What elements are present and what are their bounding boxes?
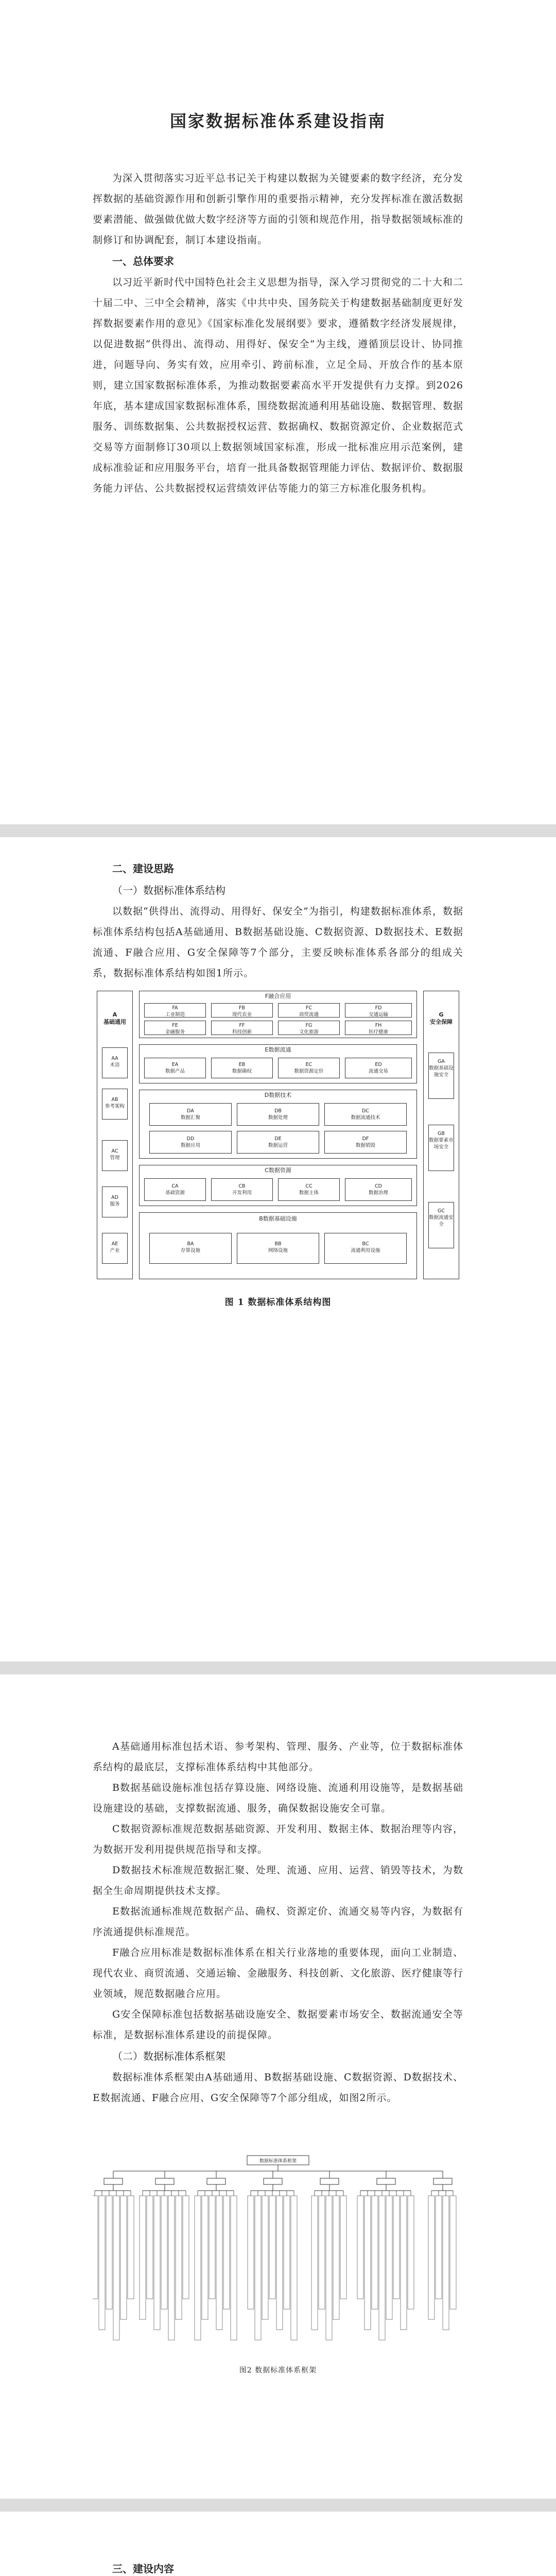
fig2-leaf-box: [147, 2196, 153, 2299]
fig2-leaf-box: [386, 2196, 392, 2319]
block-ga: GA 数据基础设施安全: [428, 1053, 454, 1099]
block-ac: AC 管理: [102, 1140, 128, 1171]
fig2-leaf-box: [248, 2196, 254, 2309]
fig2-leaf-box: [311, 2196, 318, 2330]
fig2-leaf-box: [319, 2196, 325, 2309]
block-fg: FG 文化旅游: [278, 1021, 340, 1035]
fig2-leaf-box: [168, 2196, 175, 2340]
fig2-leaf-box: [202, 2196, 208, 2319]
block-aa: AA 术语: [102, 1047, 128, 1078]
fig2-leaf-box: [428, 2196, 435, 2319]
fig2-leaf-box: [99, 2196, 105, 2330]
block-ec: EC 数据资源定价: [278, 1058, 340, 1078]
page-3: [0, 1674, 556, 2499]
page-3-content: [93, 1736, 463, 2375]
page-1-content: [93, 108, 463, 499]
fig2-leaf-box: [393, 2196, 399, 2299]
fig2-leaf-box: [408, 2196, 414, 2309]
fig2-branch-box: [320, 2178, 339, 2184]
fig2-leaf-box: [436, 2196, 442, 2299]
section-1-paragraph: 以习近平新时代中国特色社会主义思想为指导，深入学习贯彻党的二十大和二十届二中、三中全会精神，落实《中共中央、国务院关于构建数据基础制度更好发挥数据要素作用的意见》《国家标准化发展纲要》要求，遵循数字经济发展规律，以促进数据“供得出、流得动、用得好、保安全”为主线，遵循顶层设计、协同推进，问题导向、务实有效，应用牵引、跨前标准，立足全局、开放合作的基本原则，建立国家数据标准体系，为推动数据要素高水平开发提供有力支撑。到2026年底，基本建成国家数据标准体系，围绕数据流通利用基础设施、数据管理、数据服务、训练数据集、公共数据授权运营、数据确权、数据资源定价、企业数据范式交易等方面制修订30项以上数据领域国家标准，形成一批标准应用示范案例，建成标准验证和应用服务平台，培育一批具备数据管理能力评估、数据评价、数据服务能力评估、公共数据授权运营绩效评估等能力的第三方标准化服务机构。: [93, 277, 464, 494]
fig2-leaf-box: [284, 2196, 290, 2309]
block-de: DE 数据运营: [237, 1131, 319, 1154]
fig2-leaf-box: [140, 2196, 146, 2319]
block-f-title: F融合应用: [265, 993, 291, 999]
block-dd: DD 数据应用: [149, 1131, 232, 1154]
section-2-paragraph-8: G安全保障标准包括数据基础设施安全、数据要素市场安全、数据流通安全等标准，是数据标准体系建设的前提保障。: [93, 2009, 463, 2041]
block-gb: GB 数据要素市场安全: [428, 1125, 454, 1171]
block-fe: FE 金融服务: [144, 1021, 206, 1035]
fig2-leaf-box: [176, 2196, 182, 2319]
fig2-leaf-box: [364, 2196, 371, 2330]
figure-1-caption: 图 1 数据标准体系结构图: [224, 1297, 332, 1308]
block-fd: FD 交通运输: [345, 1003, 412, 1018]
fig2-leaf-box: [357, 2196, 363, 2299]
fig2-leaf-box: [183, 2196, 189, 2299]
block-b-title: B数据基础设施: [259, 1215, 297, 1222]
block-g-label: G 安全保障: [430, 1011, 453, 1025]
section-2-paragraph-1: 以数据“供得出、流得动、用得好、保安全”为指引，构建数据标准体系，数据标准体系结构包括A基础通用、B数据基础设施、C数据资源、D数据技术、E数据流通、F融合应用、G安全保障等7个部分，主要反映标准体系各部分的组成关系，数据标准体系结构如图1所示。: [93, 906, 463, 979]
section-1-heading: 一、总体要求: [112, 255, 174, 267]
fig2-leaf-box: [291, 2196, 297, 2340]
block-dc: DC 数据流通技术: [324, 1103, 407, 1126]
fig2-branch-box: [155, 2178, 174, 2184]
block-cc: CC 数据主体: [278, 1178, 340, 1201]
page-2-content: [93, 858, 463, 1308]
fig2-leaf-box: [231, 2196, 237, 2340]
fig2-leaf-box: [276, 2196, 283, 2330]
section-2-paragraph-7: F融合应用标准是数据标准体系在相关行业落地的重要体现，面向工业制造、现代农业、商贸流通、交通运输、金融服务、科技创新、文化旅游、医疗健康等行业领域，规范数据融合应用。: [93, 1947, 464, 1999]
fig2-leaf-box: [216, 2196, 222, 2330]
page-2: [0, 837, 556, 1662]
block-d-title: D数据技术: [264, 1092, 292, 1098]
fig2-leaf-box: [195, 2196, 201, 2340]
block-e-title: E数据流通: [265, 1046, 291, 1053]
page-1: [0, 0, 556, 824]
block-ed: ED 流通交易: [345, 1058, 412, 1078]
block-a-label: A 基础通用: [103, 1011, 126, 1025]
fig2-branch-box: [433, 2178, 452, 2184]
framework-tree-diagram: [93, 2155, 463, 2361]
block-ca: CA 基础资源: [144, 1178, 206, 1201]
block-bb: BB 网络设施: [237, 1233, 319, 1264]
figure-1-structure: [93, 991, 463, 1290]
section-2-paragraph-3: B数据基础设施标准包括存算设施、网络设施、流通利用设施等，是数据基础设施建设的基础，支撑数据流通、服务，确保数据设施安全可靠。: [93, 1782, 463, 1814]
block-fa: FA 工业制造: [144, 1003, 206, 1018]
fig2-branch-box: [377, 2178, 395, 2184]
fig2-leaf-box: [209, 2196, 215, 2299]
fig2-leaf-box: [326, 2196, 332, 2340]
block-eb: EB 数据确权: [211, 1058, 273, 1078]
fig2-root-label: 数据标准体系框架: [259, 2159, 297, 2164]
block-da: DA 数据汇聚: [149, 1103, 232, 1126]
fig2-leaf-box: [255, 2196, 261, 2340]
block-ea: EA 数据产品: [144, 1058, 206, 1078]
block-gc: GC 数据流通安全: [428, 1202, 454, 1248]
document-title: 国家数据标准体系建设指南: [169, 111, 386, 131]
fig2-leaf-box: [340, 2196, 346, 2299]
page-4-content: [93, 2558, 463, 2576]
block-ba: BA 存算设施: [149, 1233, 232, 1264]
fig2-leaf-box: [93, 2196, 98, 2299]
fig2-leaf-box: [120, 2196, 127, 2319]
fig2-leaf-box: [223, 2196, 230, 2309]
section-2-paragraph-4: C数据资源标准规范数据基础资源、开发利用、数据主体、数据治理等内容，为数据开发利用提供规范指导和支撑。: [93, 1823, 463, 1855]
fig2-leaf-box: [106, 2196, 112, 2309]
section-3-heading: 三、建设内容: [112, 2563, 174, 2575]
fig2-leaf-box: [262, 2196, 268, 2319]
block-db: DB 数据处理: [237, 1103, 319, 1126]
section-2-paragraph-9: 数据标准体系框架由A基础通用、B数据基础设施、C数据资源、D数据技术、E数据流通、F融合应用、G安全保障等7个部分组成，如图2所示。: [93, 2072, 463, 2104]
figure-2-caption: 图2 数据标准体系框架: [239, 2366, 317, 2375]
fig2-leaf-box: [154, 2196, 160, 2330]
fig2-branch-box: [264, 2178, 282, 2184]
block-ad: AD 服务: [102, 1187, 128, 1217]
fig2-branch-box: [207, 2178, 225, 2184]
page-4: [0, 2512, 556, 2576]
section-2-paragraph-2: A基础通用标准包括术语、参考架构、管理、服务、产业等，位于数据标准体系结构的最底层，支撑标准体系结构中其他部分。: [93, 1741, 463, 1773]
fig2-leaf-box: [333, 2196, 339, 2319]
block-ff: FF 科技创新: [211, 1021, 273, 1035]
fig2-leaf-box: [443, 2196, 449, 2330]
section-2-paragraph-5: D数据技术标准规范数据汇聚、处理、流通、应用、运营、销毁等技术，为数据全生命周期提供技术支撑。: [93, 1865, 463, 1896]
section-2-sub-1: （一）数据标准体系结构: [112, 884, 225, 896]
fig2-leaf-box: [450, 2196, 456, 2309]
fig2-leaf-box: [161, 2196, 167, 2309]
section-2-sub-2: （二）数据标准体系框架: [112, 2050, 225, 2062]
section-2-heading: 二、建设思路: [112, 862, 174, 875]
block-fc: FC 商贸流通: [278, 1003, 340, 1018]
block-cd: CD 数据治理: [345, 1178, 412, 1201]
fig2-branch-box: [104, 2178, 123, 2184]
block-fh: FH 医疗健康: [345, 1021, 412, 1035]
fig2-leaf-box: [401, 2196, 407, 2330]
block-bc: BC 流通利用设施: [324, 1233, 407, 1264]
fig2-leaf-box: [269, 2196, 275, 2299]
section-2-paragraph-6: E数据流通标准规范数据产品、确权、资源定价、流通交易等内容，为数据有序流通提供标准规范。: [93, 1906, 463, 1938]
block-cb: CB 开发利用: [211, 1178, 273, 1201]
block-c-title: C数据资源: [265, 1167, 291, 1174]
block-df: DF 数据销毁: [324, 1131, 407, 1154]
fig2-leaf-box: [128, 2196, 134, 2299]
block-ab: AB 参考架构: [102, 1089, 128, 1120]
figure-2-framework: [93, 2155, 463, 2361]
fig2-leaf-box: [113, 2196, 119, 2340]
block-ae: AE 产业: [102, 1233, 128, 1264]
fig2-leaf-box: [379, 2196, 385, 2340]
fig2-leaf-box: [372, 2196, 378, 2309]
block-fb: FB 现代农业: [211, 1003, 273, 1018]
intro-paragraph: 为深入贯彻落实习近平总书记关于构建以数据为关键要素的数字经济，充分发挥数据的基础资源作用和创新引擎作用的重要指示精神，充分发挥标准在激活数据要素潜能、做强做优做大数字经济等方面的引领和规范作用，指导数据领域标准的制修订和协调配套，制订本建设指南。: [93, 173, 464, 246]
